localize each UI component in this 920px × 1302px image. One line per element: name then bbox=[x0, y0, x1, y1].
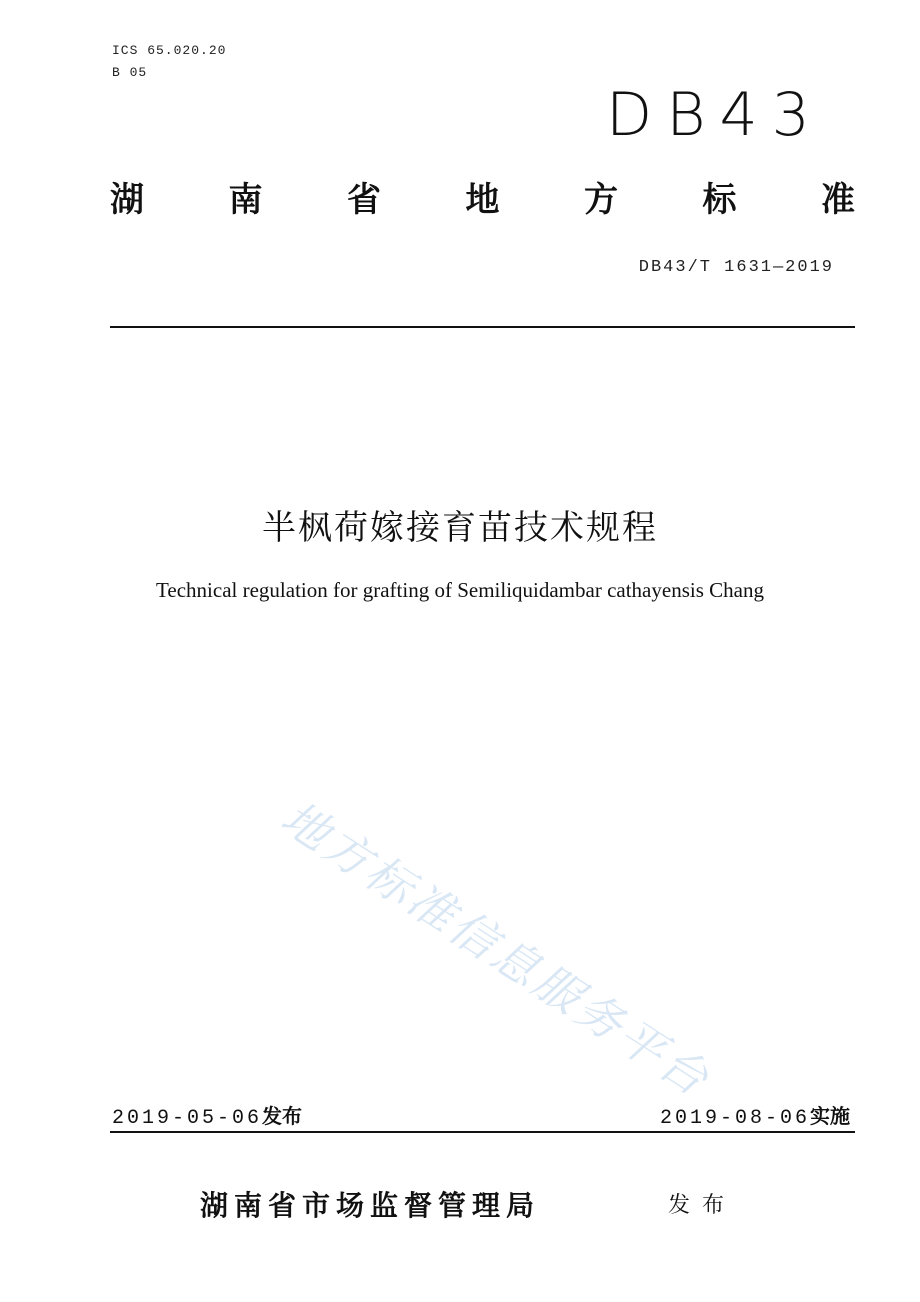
standard-type-char: 标 bbox=[702, 180, 737, 220]
standard-type-char: 省 bbox=[347, 180, 381, 220]
effective-date: 2019-08-06 bbox=[659, 1107, 810, 1130]
class-code: B 05 bbox=[112, 65, 148, 80]
issue-date: 2019-05-06 bbox=[112, 1107, 263, 1130]
publish-word: 发布 bbox=[668, 1193, 737, 1218]
issue-date-line bbox=[112, 1100, 302, 1130]
publisher-name: 湖南省市场监督管理局 bbox=[200, 1189, 541, 1222]
standard-type-char: 湖 bbox=[110, 180, 144, 220]
standard-type-char: 方 bbox=[584, 180, 618, 220]
issue-suffix: 发布 bbox=[262, 1104, 303, 1128]
standard-number: DB43/T 1631—2019 bbox=[638, 258, 834, 277]
standard-type-char: 准 bbox=[821, 180, 855, 220]
top-divider bbox=[110, 326, 855, 328]
classification-codes bbox=[112, 40, 226, 84]
title-english: Technical regulation for grafting of Semiliquidambar cathayensis Chang bbox=[156, 578, 764, 602]
db-code: DB43 bbox=[606, 80, 824, 150]
title-chinese: 半枫荷嫁接育苗技术规程 bbox=[262, 508, 658, 548]
standard-type-char: 地 bbox=[465, 180, 500, 220]
ics-code: ICS 65.020.20 bbox=[112, 43, 227, 58]
bottom-divider bbox=[110, 1131, 855, 1133]
effective-suffix: 实施 bbox=[810, 1104, 850, 1128]
standard-type-title bbox=[110, 172, 855, 221]
effective-date-line bbox=[660, 1100, 850, 1130]
watermark: 地方标准信息服务平台 bbox=[271, 790, 721, 1108]
standard-type-char: 南 bbox=[228, 180, 263, 220]
